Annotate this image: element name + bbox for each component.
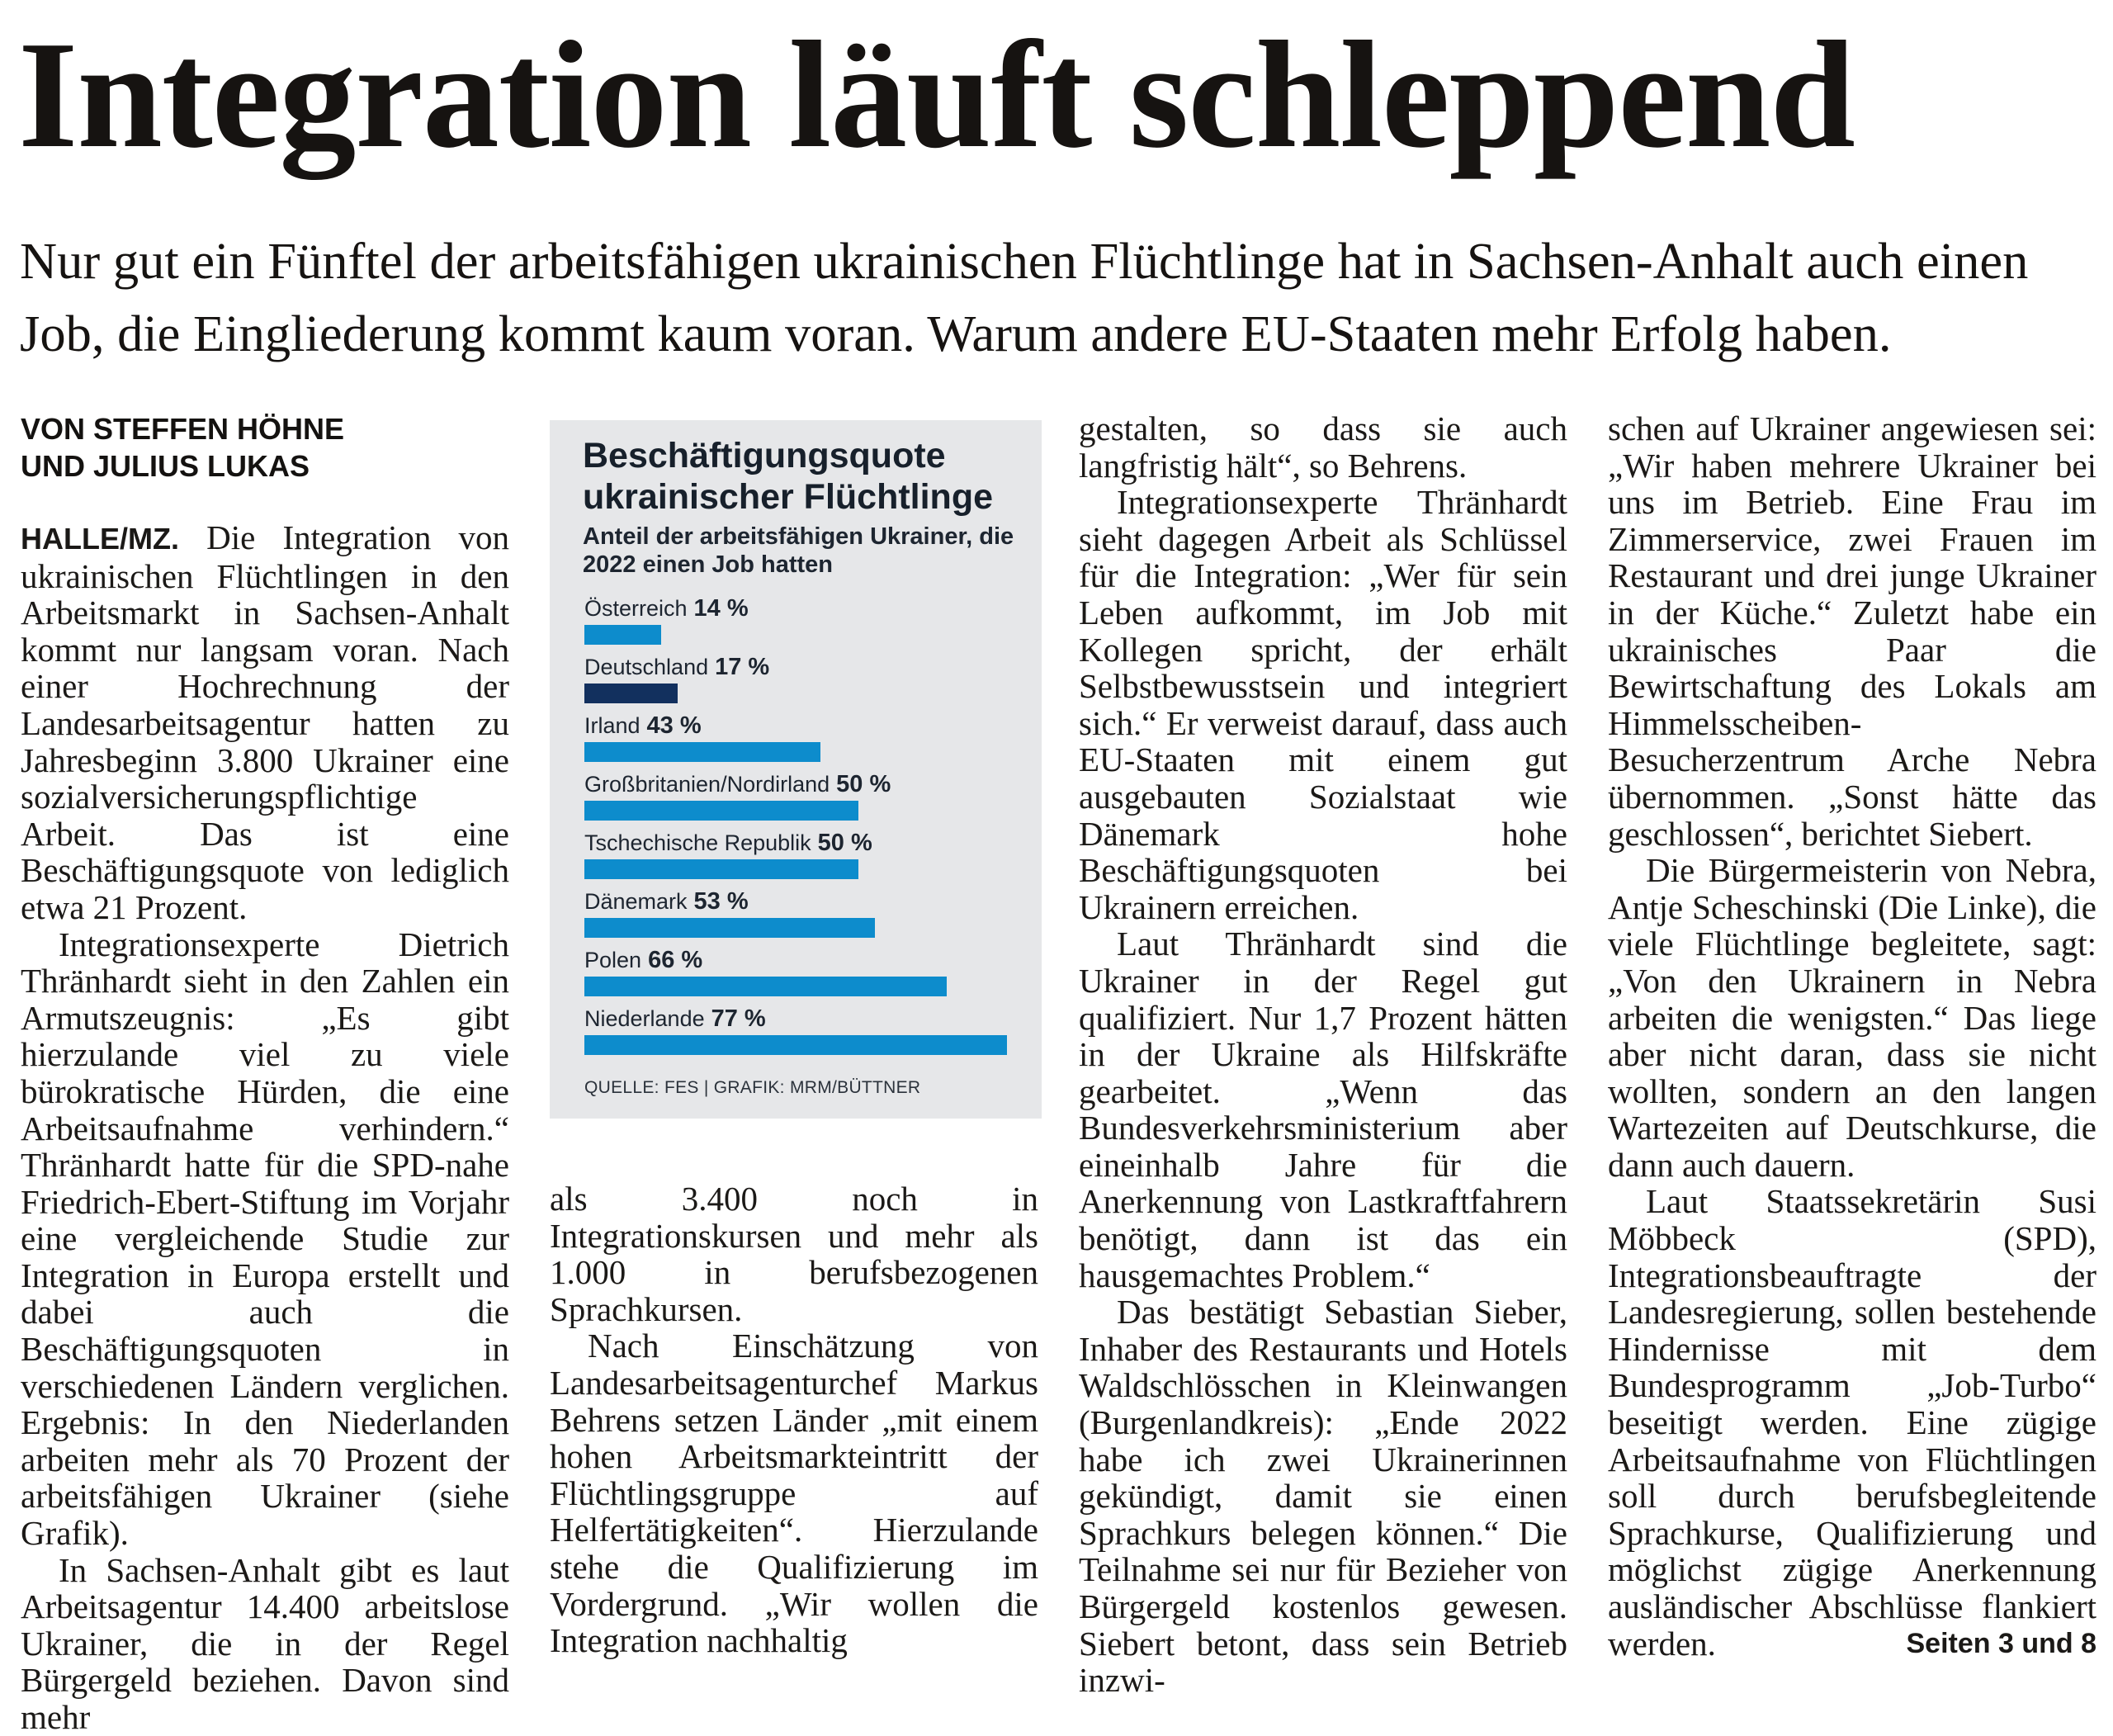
chart-value-label: 17 % [715, 654, 770, 680]
byline-line-2: UND JULIUS LUKAS [21, 449, 310, 483]
paragraph: Nach Einschätzung von Landesarbeitsagenturchef Markus Behrens setzen Länder „mit einem hohen Arbeitsmarkteintritt der Flüchtlingsgruppe auf Helfertätigkeiten“. Hierzulande stehe die Qualifizierung im Vordergrund. „Wir wollen die Integration nachhaltig [550, 1327, 1038, 1660]
dateline: HALLE/MZ. [21, 522, 179, 556]
subheadline: Nur gut ein Fünftel der arbeitsfähigen ukrainischen Flüchtlinge hat in Sachsen-Anhalt auch einen Job, die Eingliederung kommt kaum voran. Warum andere EU-Staaten mehr Erfolg haben. [20, 232, 2029, 362]
paragraph: als 3.400 noch in Integrationskursen und mehr als 1.000 in berufsbezogenen Sprachkursen. [550, 1180, 1038, 1328]
chart-category-label [584, 595, 749, 622]
chart-bar-row [584, 888, 875, 938]
chart-bar [584, 801, 858, 821]
chart-bar [584, 684, 678, 703]
chart-category-name: Tschechische Republik [584, 830, 811, 855]
chart-value-label: 14 % [693, 595, 749, 622]
chart-bar-row [584, 712, 820, 762]
chart-bar [584, 625, 661, 645]
chart-bar-row [584, 830, 872, 879]
chart-bar [584, 859, 858, 879]
chart-category-label [584, 830, 872, 856]
paragraph-text: Die Integration von ukrainischen Flüchtlingen in den Arbeitsmarkt in Sachsen-Anhalt kommt nur langsam voran. Nach einer Hochrechnung der Landesarbeitsagentur hatten zu Jahresbeginn 3.800 Ukrainer eine sozialversicherungspflichtige Arbeit. Das ist eine Beschäftigungsquote von lediglich etwa 21 Prozent. [21, 518, 510, 926]
chart-bar-row [584, 771, 891, 821]
chart-value-label: 77 % [711, 1005, 766, 1032]
article-column-4 [1608, 410, 2096, 1662]
article-column-1 [21, 410, 509, 1736]
chart-category-label [584, 888, 875, 915]
chart-category-label [584, 654, 769, 680]
infographic-box [550, 420, 1042, 1119]
chart-bar-row [584, 595, 749, 645]
chart-category-name: Irland [584, 713, 641, 738]
paragraph: In Sachsen-Anhalt gibt es laut Arbeitsagentur 14.400 arbeitslose Ukrainer, die in der Regel Bürgergeld beziehen. Davon sind mehr [21, 1550, 509, 1736]
chart-bar [584, 918, 875, 938]
chart-bar [584, 977, 947, 996]
byline [21, 410, 509, 485]
paragraph: Laut Thränhardt sind die Ukrainer in der Regel gut qualifiziert. Nur 1,7 Prozent hätten in der Ukraine als Hilfskräfte gearbeitet. „Wenn das Bundesverkehrsministerium aber eineinhalb Jahre für die Anerkennung von Lastkraftfahrern benötigt, dann ist das ein hausgemachtes Problem.“ [1079, 925, 1567, 1294]
chart-category-label [584, 771, 891, 797]
chart-subtitle: Anteil der arbeitsfähigen Ukrainer, die 2022 einen Job hatten [583, 523, 1014, 578]
chart-value-label: 66 % [648, 947, 703, 973]
chart-value-label: 43 % [646, 712, 702, 739]
chart-value-label: 53 % [693, 888, 749, 915]
chart-bar-row [584, 654, 769, 703]
paragraph: Das bestätigt Sebastian Sieber, Inhaber des Restaurants und Hotels Waldschlösschen in Kleinwangen (Burgenlandkreis): „Ende 2022 habe ich zwei Ukrainerinnen gekündigt, damit sie einen Sprachkurs belegen können.“ Die Teilnahme sei nur für Bezieher von Bürgergeld kostenlos gewesen. Siebert betont, dass sein Betrieb inzwi- [1079, 1293, 1567, 1700]
paragraph: Integrationsexperte Dietrich Thränhardt sieht in den Zahlen ein Armutszeugnis: „Es gibt hierzulande viel zu viele bürokratische Hürden, die eine Arbeitsaufnahme verhindern.“ Thränhardt hatte für die SPD-nahe Friedrich-Ebert-Stiftung im Vorjahr eine vergleichende Studie zur Integration in Europa erstellt und dabei auch die Beschäftigungsquoten in verschiedenen Ländern verglichen. Ergebnis: In den Niederlanden arbeiten mehr als 70 Prozent der arbeitsfähigen Ukrainer (siehe Grafik). [21, 925, 509, 1553]
article-column-2 [550, 1180, 1038, 1659]
chart-bar [584, 1035, 1007, 1055]
page-reference: Seiten 3 und 8 [1906, 1627, 2096, 1659]
paragraph: schen auf Ukrainer angewiesen sei: „Wir haben mehrere Ukrainer bei uns im Betrieb. Eine Frau im Zimmerservice, zwei Frauen im Restaurant und drei junge Ukrainer in der Küche.“ Zuletzt habe ein ukrainisches Paar die Bewirtschaftung des Lokals am Himmelsscheiben-Besucherzentrum Arche Nebra übernommen. „Sonst hätte das geschlossen“, berichtet Siebert. [1608, 409, 2096, 853]
chart-category-name: Großbritanien/Nordirland [584, 772, 830, 797]
chart-bar-row [584, 1005, 1007, 1055]
paragraph-text: Laut Staatssekretärin Susi Möbbeck (SPD), Integrationsbeauftragte der Landesregierung, sollen bestehende Hindernisse mit dem Bundesprogramm „Job-Turbo“ beseitigt werden. Eine zügige Arbeitsaufnahme von Flüchtlingen soll durch berufsbegleitende Sprachkurse, Qualifizierung und möglichst zügige Anerkennung ausländischer Abschlüsse flankiert werden. [1608, 1182, 2096, 1663]
chart-category-name: Österreich [584, 596, 688, 621]
chart-category-name: Dänemark [584, 889, 688, 914]
chart-title: Beschäftigungsquote ukrainischer Flüchtlinge [583, 436, 993, 517]
chart-value-label: 50 % [817, 830, 872, 856]
byline-line-1: VON STEFFEN HÖHNE [21, 412, 345, 446]
paragraph: Integrationsexperte Thränhardt sieht dagegen Arbeit als Schlüssel für die Integration: „Wer für sein Leben aufkommt, im Job mit Kollegen spricht, der erhält Selbstbewusstsein und integriert sich.“ Er verweist darauf, dass auch EU-Staaten mit einem gut ausgebauten Sozialstaat wie Dänemark hohe Beschäftigungsquoten bei Ukrainern erreichen. [1079, 483, 1567, 926]
paragraph: Die Bürgermeisterin von Nebra, Antje Scheschinski (Die Linke), die viele Flüchtlinge begleitete, sagt: „Von den Ukrainern in Nebra arbeiten die wenigsten.“ Das liege aber nicht daran, dass sie nicht wollten, sondern an den langen Wartezeiten auf Deutschkurse, die dann auch dauern. [1608, 851, 2096, 1184]
paragraph [1608, 1183, 2096, 1662]
headline: Integration läuft schleppend [18, 10, 1855, 180]
paragraph [21, 519, 509, 926]
chart-bar-row [584, 947, 947, 996]
chart-category-label [584, 712, 820, 739]
chart-category-name: Niederlande [584, 1006, 705, 1031]
paragraph: gestalten, so dass sie auch langfristig hält“, so Behrens. [1079, 409, 1567, 485]
chart-category-label [584, 947, 947, 973]
chart-category-name: Deutschland [584, 655, 709, 679]
chart-bar [584, 742, 820, 762]
article-column-3 [1079, 410, 1567, 1699]
chart-source: QUELLE: FES | GRAFIK: MRM/BÜTTNER [584, 1078, 921, 1097]
chart-category-name: Polen [584, 948, 642, 972]
chart-category-label [584, 1005, 1007, 1032]
chart-value-label: 50 % [836, 771, 891, 797]
